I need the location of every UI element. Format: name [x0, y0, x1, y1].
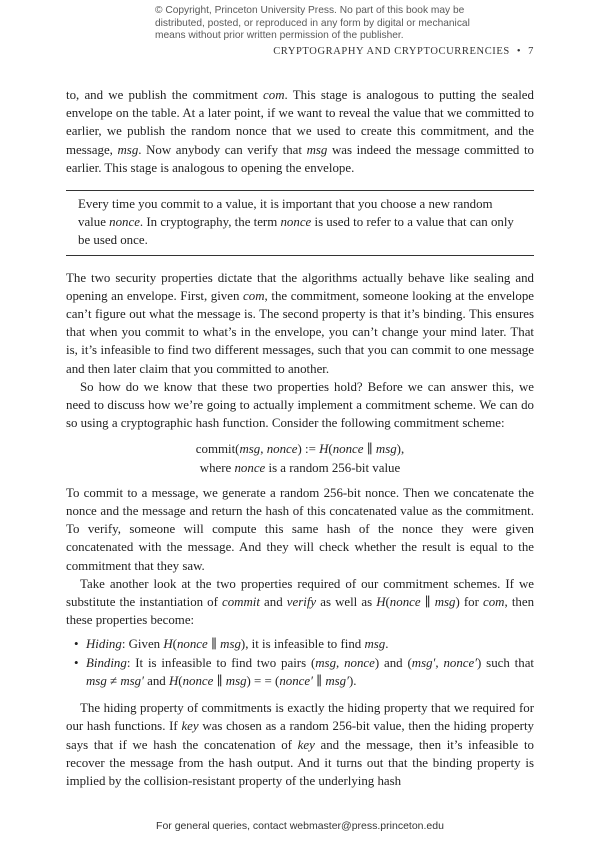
italic-term: H: [319, 442, 329, 457]
italic-term: nonce: [234, 460, 266, 475]
italic-term: commit: [222, 595, 260, 610]
italic-term: nonce: [182, 673, 214, 688]
italic-term: msg: [239, 442, 261, 457]
list-item-hiding: [66, 635, 534, 653]
italic-term: com: [243, 288, 265, 303]
italic-term: nonce: [389, 595, 421, 610]
italic-term: nonce: [109, 215, 140, 230]
italic-term: msg: [86, 673, 107, 688]
footer-contact: For general queries, contact webmaster@press.princeton.edu: [156, 820, 444, 832]
italic-term: msg′: [120, 673, 144, 688]
callout-box: Every time you commit to a value, it is important that you choose a new random value nonce. In cryptography, the term nonce is used to refer to a value that can only be used once.: [66, 190, 534, 256]
italic-term: nonce: [332, 442, 364, 457]
equation-line-2: where nonce is a random 256-bit value: [199, 460, 401, 475]
italic-term: verify: [286, 595, 317, 610]
italic-term: msg′: [325, 673, 349, 688]
italic-term: msg: [220, 637, 241, 652]
italic-term: H: [376, 595, 386, 610]
bullet-glyph: •: [74, 655, 79, 670]
list-item-binding: [66, 654, 534, 690]
running-head-separator: •: [516, 46, 522, 57]
paragraph-properties-substitution: Take another look at the two properties required of our commitment schemes. If we substitute the instantiation of commit and verify as well as H(nonce ∥ msg) for com, then these properties become:: [66, 576, 535, 628]
italic-term: msg: [225, 673, 247, 688]
italic-term: msg: [306, 142, 328, 157]
running-head-title: CRYPTOGRAPHY AND CRYPTOCURRENCIES: [273, 46, 510, 57]
page-number: 7: [528, 46, 534, 57]
italic-term: msg′, nonce′: [411, 655, 478, 670]
italic-term: key: [181, 719, 199, 734]
copyright-notice: © Copyright, Princeton University Press. No part of this book may be distributed, posted, or reproduced in any form by digital or mechanical means without prior written permission of the publisher.: [155, 5, 470, 41]
paragraph-continued: to, and we publish the commitment com. This stage is analogous to putting the sealed envelope on the table. At a later point, if we want to reveal the value that we committed to earlier, we publish the random nonce that we used to create this commitment, and the message, msg. Now anybody can verify that msg was indeed the message committed to earlier. This stage is analogous to opening the envelope.: [66, 88, 534, 175]
italic-term: H: [168, 673, 179, 688]
running-head: [273, 46, 534, 57]
italic-term: com: [483, 595, 505, 610]
italic-term: msg: [364, 637, 386, 652]
italic-term: Hiding: [86, 637, 122, 652]
paragraph-hiding-binding: The hiding property of commitments is exactly the hiding property that we required for our hash functions. If key was chosen as a random 256-bit value, then the hiding property says that if we hash the concatenation of key and the message, then it’s infeasible to recover the message from the hash output. And it turns out that the binding property is implied by the collision-resistant property of the underlying hash: [66, 701, 534, 788]
commitment-equation: [66, 440, 534, 476]
paragraph-implementation: So how do we know that these two properties hold? Before we can answer this, we need to discuss how we’re going to actually implement a commitment scheme. We can do so using a cryptographic hash function. Consider the following commitment scheme:: [66, 379, 534, 431]
italic-term: msg: [434, 595, 456, 610]
paragraph-security-properties: The two security properties dictate that the algorithms actually behave like sealing and opening an envelope. First, given com, the commitment, someone looking at the envelope can’t figure out what the message is. The second property is that it’s binding. This ensures that when you commit to what’s in the envelope, you can’t change your mind later. That is, it’s infeasible to find two different messages, such that you can commit to one message and then later claim that you committed to another.: [66, 270, 535, 376]
property-list: [66, 635, 534, 690]
italic-term: nonce: [176, 637, 208, 652]
italic-term: nonce: [266, 442, 298, 457]
italic-term: H: [163, 637, 173, 652]
paragraph-commit-procedure: To commit to a message, we generate a random 256-bit nonce. Then we concatenate the nonce and the message and return the hash of this concatenated value as the commitment. To verify, someone will compute this same hash of the nonce they were given concatenated with the message. And they will check whether the result is equal to the commitment that they saw.: [66, 485, 534, 573]
list-item-text: Binding: It is infeasible to find two pairs (msg, nonce) and (msg′, nonce′) such that msg ≠ msg′ and H(nonce ∥ msg) = = (nonce′ ∥ msg′).: [86, 655, 534, 688]
list-item-text: Hiding: Given H(nonce ∥ msg), it is infeasible to find msg.: [86, 637, 389, 652]
page-body: [66, 86, 534, 790]
equation-line-1: commit(msg, nonce) := H(nonce ∥ msg),: [195, 442, 405, 457]
italic-term: msg: [117, 142, 139, 157]
italic-term: nonce′: [279, 673, 313, 688]
bullet-glyph: •: [74, 637, 79, 652]
italic-term: nonce: [280, 215, 312, 230]
italic-term: key: [297, 737, 315, 752]
italic-term: com: [263, 88, 285, 102]
italic-term: msg: [375, 442, 397, 457]
italic-term: Binding: [86, 655, 127, 670]
italic-term: msg, nonce: [315, 655, 375, 670]
